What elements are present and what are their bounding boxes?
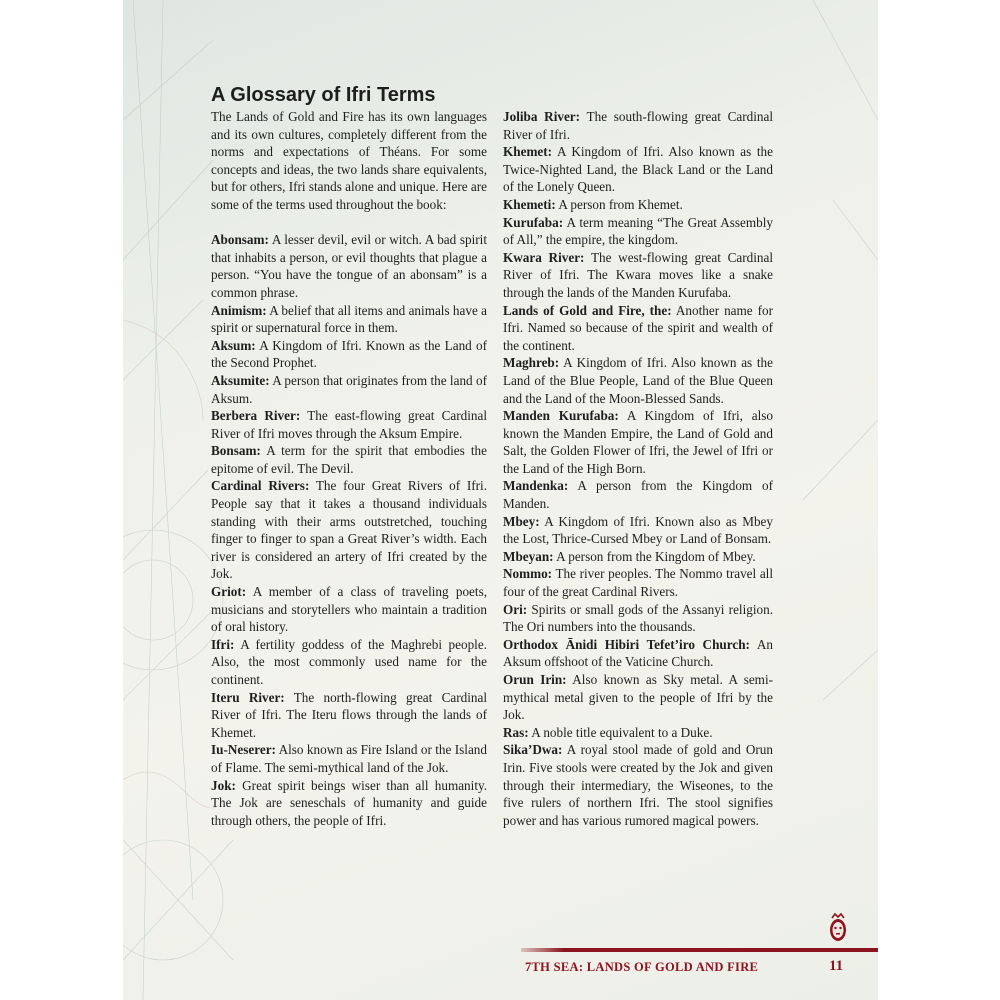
glossary-column-right [503,108,773,829]
glossary-term: Iteru River: [211,689,285,705]
page-title: A Glossary of Ifri Terms [211,84,436,106]
glossary-entry [503,565,773,600]
mask-emblem-icon [827,912,849,946]
glossary-entry [211,741,487,776]
glossary-entry [503,741,773,829]
glossary-list-right [503,108,773,829]
glossary-definition: A person from the Kingdom of Mbey. [556,548,756,564]
glossary-term: Ifri: [211,636,235,652]
glossary-definition: A Kingdom of Ifri. Known also as Mbey the Lost, Thrice-Cursed Mbey or Land of Bonsam. [503,513,773,547]
glossary-definition: The four Great Rivers of Ifri. People say that it takes a thousand individuals standing with their arms outstretched, touching finger to finger to span a Great River’s width. Each river is considered an artery of Ifri created by the Jok. [211,478,488,582]
glossary-entry [503,407,773,477]
glossary-definition: A member of a class of traveling poets, musicians and storytellers who maintain a tradition of oral history. [211,584,488,635]
glossary-entry [503,671,773,724]
glossary-entry [503,214,773,249]
glossary-definition: A term meaning “The Great Assembly of All,” the empire, the kingdom. [503,214,773,248]
glossary-entry [503,196,773,214]
glossary-term: Khemet: [503,144,553,160]
glossary-definition: Another name for Ifri. Named so because of the spirit and wealth of the continent. [503,302,773,353]
footer-book-title: 7TH SEA: LANDS OF GOLD AND FIRE [525,960,759,974]
glossary-entry [503,601,773,636]
glossary-entry [211,477,487,583]
glossary-entry [503,354,773,407]
glossary-term: Animism: [211,302,267,318]
glossary-definition: The river peoples. The Nommo travel all four of the great Cardinal Rivers. [503,566,773,600]
glossary-term: Aksum: [211,337,256,353]
glossary-term: Kwara River: [503,249,585,265]
glossary-definition: A belief that all items and animals have a spirit or supernatural force in them. [211,302,487,336]
glossary-term: Nommo: [503,566,553,582]
glossary-definition: A noble title equivalent to a Duke. [531,724,713,740]
glossary-entry [211,583,487,636]
glossary-definition: Great spirit beings wiser than all humanity. The Jok are seneschals of humanity and guide through others, the people of Ifri. [211,777,488,828]
glossary-term: Berbera River: [211,408,301,424]
glossary-term: Ras: [503,724,529,740]
glossary-term: Mbeyan: [503,548,554,564]
book-page [123,0,878,1000]
glossary-definition: The south-flowing great Cardinal River of Ifri. [503,109,774,142]
glossary-term: Kurufaba: [503,214,564,230]
glossary-term: Sika’Dwa: [503,742,563,758]
glossary-entry [503,143,773,196]
glossary-entry [211,372,487,407]
glossary-entry [211,302,487,337]
page-number: 11 [829,958,844,974]
intro-paragraph: The Lands of Gold and Fire has its own languages and its own cultures, completely different from the norms and expectations of Théans. For some concepts and ideas, the two lands share equivalents, but for others, Ifri stands alone and unique. Here are some of the terms used throughout the book: [211,109,487,212]
glossary-definition: The east-flowing great Cardinal River of Ifri moves through the Aksum Empire. [211,408,487,441]
glossary-entry [211,231,487,301]
glossary-term: Ori: [503,601,528,617]
glossary-entry [503,724,773,742]
glossary-definition: A royal stool made of gold and Orun Irin. Five stools were created by the Jok and given through their intermediary, the Wiseones, to the five rulers of northern Ifri. The stool signifies power and has various rumored magical powers. [503,742,773,828]
glossary-term: Orthodox Ānidi Hibiri Tefet’iro Church: [503,636,750,652]
glossary-entry [503,108,773,143]
glossary-definition: An Aksum offshoot of the Vaticine Church. [503,636,773,670]
glossary-entry [211,442,487,477]
glossary-definition: Also known as Fire Island or the Island of Flame. The semi-mythical land of the Jok. [211,742,487,775]
glossary-entry [211,689,487,742]
glossary-column-left [211,108,487,829]
glossary-definition: A Kingdom of Ifri, also known the Manden Empire, the Land of Gold and Salt, the Golden Flower of Ifri, the Jewel of Ifri or the Land of the High Born. [503,408,774,476]
glossary-entry [503,477,773,512]
footer-rule [521,948,878,952]
glossary-definition: Also known as Sky metal. A semi-mythical metal given to the people of Ifri by the Jok. [503,672,773,723]
glossary-definition: A person that originates from the land of Aksum. [211,372,487,406]
glossary-definition: The north-flowing great Cardinal River of Ifri. The Iteru flows through the lands of Khemet. [211,689,487,740]
glossary-term: Maghreb: [503,355,560,371]
glossary-entry [211,636,487,689]
glossary-definition: A Kingdom of Ifri. Known as the Land of the Second Prophet. [211,337,487,371]
glossary-entry [503,302,773,355]
glossary-term: Cardinal Rivers: [211,478,310,494]
glossary-term: Iu-Neserer: [211,742,276,758]
glossary-definition: A person from Khemet. [558,196,683,212]
glossary-term: Jok: [211,777,236,793]
glossary-term: Mandenka: [503,478,569,494]
glossary-definition: Spirits or small gods of the Assanyi religion. The Ori numbers into the thousands. [503,601,773,635]
glossary-entry [503,249,773,302]
glossary-entry [211,777,487,830]
glossary-term: Bonsam: [211,443,261,459]
glossary-definition: The west-flowing great Cardinal River of Ifri. The Kwara moves like a snake through the lands of the Manden Kurufaba. [503,249,773,300]
glossary-term: Mbey: [503,513,540,529]
glossary-definition: A lesser devil, evil or witch. A bad spirit that inhabits a person, or evil thoughts that plague a person. “You have the tongue of an abonsam” is a common phrase. [211,232,487,300]
glossary-term: Aksumite: [211,372,270,388]
glossary-term: Manden Kurufaba: [503,408,619,424]
glossary-term: Joliba River: [503,109,581,124]
glossary-entry [503,548,773,566]
glossary-term: Abonsam: [211,232,269,248]
glossary-list-left [211,231,487,829]
glossary-definition: A person from the Kingdom of Manden. [503,478,773,512]
glossary-term: Lands of Gold and Fire, the: [503,302,672,318]
glossary-definition: A fertility goddess of the Maghrebi people. Also, the most commonly used name for the continent. [211,636,487,687]
glossary-definition: A Kingdom of Ifri. Also known as the Twice-Nighted Land, the Black Land or the Land of the Lonely Queen. [503,144,773,195]
glossary-definition: A Kingdom of Ifri. Also known as the Land of the Blue People, Land of the Blue Queen and the Land of the Moon-Blessed Sands. [503,355,773,406]
glossary-term: Khemeti: [503,196,556,212]
glossary-entry [503,636,773,671]
glossary-entry [211,337,487,372]
glossary-entry [503,513,773,548]
glossary-entry [211,407,487,442]
glossary-definition: A term for the spirit that embodies the epitome of evil. The Devil. [211,443,487,476]
glossary-term: Griot: [211,584,247,600]
glossary-term: Orun Irin: [503,672,567,687]
